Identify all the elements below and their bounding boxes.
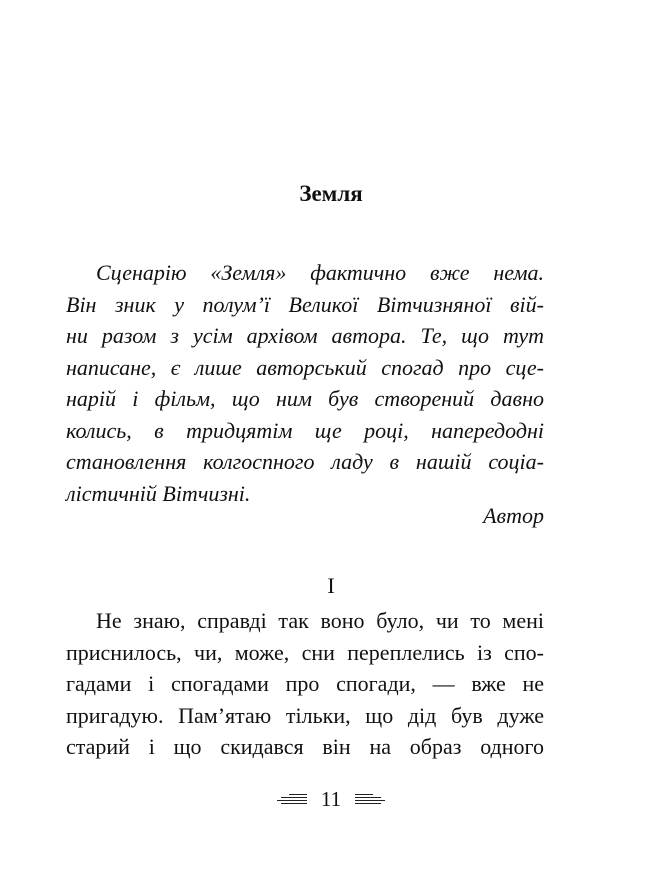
epigraph-line: Сценарію «Земля» фактично вже нема. (96, 260, 544, 285)
epigraph-line: написане, є лише авторський спогад про сце- (66, 354, 544, 380)
left-ornament-icon (277, 794, 307, 804)
epigraph-author: Автор (483, 503, 544, 528)
body-line: приснилось, чи, може, сни переплелись із спо- (66, 639, 544, 665)
body-text (66, 605, 544, 763)
page-footer (0, 786, 662, 812)
body-line: старий і що скидався він на образ одного (66, 734, 544, 759)
body-line: пригадую. Пам’ятаю тільки, що дід був дуже (66, 702, 544, 728)
page-number: 11 (320, 787, 342, 811)
body-line: Не знаю, справді так воно було, чи то мені (96, 608, 544, 633)
epigraph-line: ни разом з усім архівом автора. Те, що тут (66, 323, 544, 348)
epigraph-line: становлення колгоспного ладу в нашій соціа- (66, 449, 544, 474)
epigraph-line: колись, в тридцятім ще році, напередодні (66, 417, 544, 443)
body-line: гадами і спогадами про спогади, — вже не (66, 671, 544, 696)
page-title: Земля (299, 181, 363, 206)
epigraph-line: нарій і фільм, що ним був створений давно (66, 386, 544, 411)
right-ornament-icon (355, 794, 385, 804)
epigraph (66, 257, 544, 509)
epigraph-line: Він зник у полум’ї Великої Вітчизняної вій- (66, 291, 544, 317)
section-numeral: I (327, 573, 335, 598)
epigraph-line: лістичній Вітчизні. (66, 480, 251, 506)
